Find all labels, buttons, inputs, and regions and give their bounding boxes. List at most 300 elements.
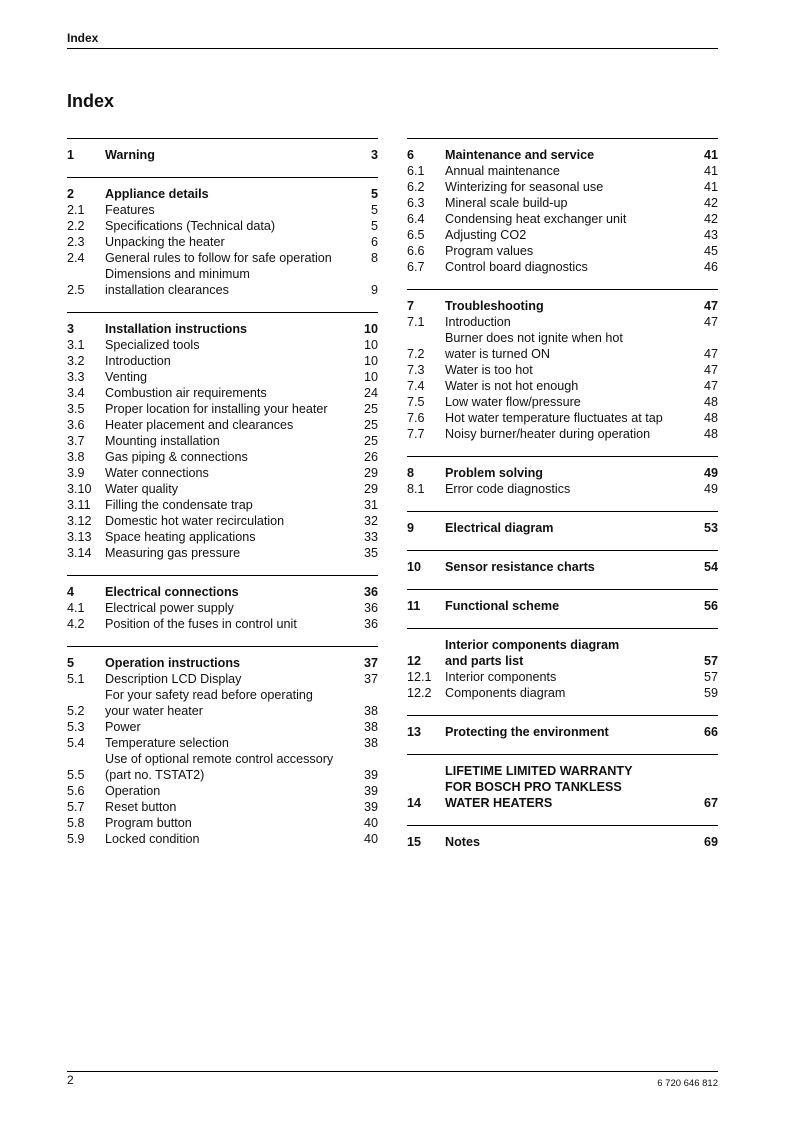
index-section-heading[interactable] [67, 655, 378, 671]
entry-page-number: 25 [363, 402, 378, 416]
entry-number: 7.3 [407, 363, 425, 377]
entry-page-number: 29 [363, 482, 378, 496]
entry-title-line: Appliance details [105, 187, 209, 201]
entry-title-line: Low water flow/pressure [445, 395, 581, 409]
entry-page-number: 36 [363, 617, 378, 631]
entry-title [445, 298, 690, 314]
index-subsection-entry[interactable] [407, 394, 718, 410]
entry-number: 5.6 [67, 784, 85, 798]
page-number: 2 [67, 1073, 74, 1087]
entry-title-line: Warning [105, 148, 155, 162]
index-subsection-entry[interactable] [67, 481, 378, 497]
entry-title-line: Use of optional remote control accessory [105, 752, 334, 766]
index-subsection-entry[interactable] [67, 545, 378, 561]
entry-title-line: Electrical connections [105, 585, 239, 599]
entry-number: 6.2 [407, 180, 425, 194]
entry-number: 7 [407, 299, 415, 313]
entry-page-number: 47 [703, 299, 718, 313]
entry-page-number: 5 [370, 187, 378, 201]
index-section-heading[interactable] [67, 147, 378, 163]
index-section-heading[interactable] [407, 465, 718, 481]
index-section [407, 715, 718, 754]
entry-title-line: WATER HEATERS [445, 796, 553, 810]
entry-title-line: Hot water temperature fluctuates at tap [445, 411, 663, 425]
entry-title [105, 497, 350, 513]
entry-title-line: Installation instructions [105, 322, 248, 336]
entry-number: 6.4 [407, 212, 425, 226]
index-subsection-entry[interactable] [67, 831, 378, 847]
entry-page-number: 38 [363, 704, 378, 718]
entry-title [445, 378, 690, 394]
entry-title [445, 314, 690, 330]
entry-number: 3.5 [67, 402, 85, 416]
entry-page-number: 46 [703, 260, 718, 274]
index-section-heading[interactable] [407, 834, 718, 850]
entry-page-number: 40 [363, 816, 378, 830]
entry-title [105, 783, 350, 799]
entry-title-line: Operation [105, 784, 161, 798]
entry-page-number: 38 [363, 720, 378, 734]
entry-page-number: 47 [703, 347, 718, 361]
entry-title [445, 520, 690, 536]
index-section-heading[interactable] [67, 321, 378, 337]
entry-page-number: 32 [363, 514, 378, 528]
entry-title-line: Electrical power supply [105, 601, 234, 615]
entry-page-number: 42 [703, 196, 718, 210]
entry-title-line: installation clearances [105, 283, 229, 297]
index-section-heading[interactable] [407, 520, 718, 536]
entry-number: 4.1 [67, 601, 85, 615]
entry-number: 12 [407, 654, 422, 668]
entry-number: 3.2 [67, 354, 85, 368]
entry-title-line: Introduction [105, 354, 171, 368]
entry-title-line: Program button [105, 816, 192, 830]
entry-title [105, 616, 350, 632]
index-subsection-entry[interactable] [407, 211, 718, 227]
entry-title [445, 763, 690, 811]
index-subsection-entry[interactable] [67, 616, 378, 632]
entry-page-number: 56 [703, 599, 718, 613]
entry-number: 2.1 [67, 203, 85, 217]
entry-page-number: 24 [363, 386, 378, 400]
entry-number: 6.5 [407, 228, 425, 242]
entry-number: 7.6 [407, 411, 425, 425]
index-column-right [407, 138, 718, 864]
entry-title-line: Water is not hot enough [445, 379, 579, 393]
index-section-heading[interactable] [407, 637, 718, 669]
entry-title [105, 655, 350, 671]
entry-title [445, 685, 690, 701]
entry-number: 3.6 [67, 418, 85, 432]
index-subsection-entry[interactable] [407, 410, 718, 426]
entry-title [105, 799, 350, 815]
entry-number: 11 [407, 599, 421, 613]
entry-title-line: Burner does not ignite when hot [445, 331, 623, 345]
entry-title-line: Position of the fuses in control unit [105, 617, 297, 631]
entry-page-number: 39 [363, 768, 378, 782]
entry-title-line: your water heater [105, 704, 204, 718]
entry-title-line: Measuring gas pressure [105, 546, 241, 560]
entry-number: 3.4 [67, 386, 85, 400]
entry-title-line: water is turned ON [445, 347, 550, 361]
entry-title-line: Components diagram [445, 686, 566, 700]
entry-title-line: Adjusting CO2 [445, 228, 527, 242]
entry-title-line: Reset button [105, 800, 177, 814]
entry-title [105, 385, 350, 401]
entry-title-line: (part no. TSTAT2) [105, 768, 205, 782]
index-subsection-entry[interactable] [67, 465, 378, 481]
entry-page-number: 29 [363, 466, 378, 480]
entry-page-number: 54 [703, 560, 718, 574]
index-subsection-entry[interactable] [407, 426, 718, 442]
entry-title-line: Noisy burner/heater during operation [445, 427, 651, 441]
entry-page-number: 36 [363, 585, 378, 599]
entry-page-number: 26 [363, 450, 378, 464]
entry-title [445, 394, 690, 410]
entry-title-line: Domestic hot water recirculation [105, 514, 285, 528]
entry-title-line: Introduction [445, 315, 511, 329]
index-subsection-entry[interactable] [67, 600, 378, 616]
index-section-heading[interactable] [407, 598, 718, 614]
index-subsection-entry[interactable] [67, 719, 378, 735]
entry-number: 8.1 [407, 482, 425, 496]
index-section [407, 138, 718, 289]
entry-title [105, 353, 350, 369]
entry-title-line: Features [105, 203, 155, 217]
entry-title-line: Power [105, 720, 141, 734]
entry-page-number: 45 [703, 244, 718, 258]
index-subsection-entry[interactable] [407, 362, 718, 378]
entry-page-number: 9 [370, 283, 378, 297]
entry-page-number: 36 [363, 601, 378, 615]
index-section [67, 312, 378, 575]
entry-page-number: 10 [363, 370, 378, 384]
entry-page-number: 25 [363, 418, 378, 432]
index-subsection-entry[interactable] [67, 815, 378, 831]
index-section [407, 289, 718, 456]
index-subsection-entry[interactable] [67, 337, 378, 353]
index-subsection-entry[interactable] [67, 353, 378, 369]
entry-title [105, 369, 350, 385]
index-subsection-entry[interactable] [67, 529, 378, 545]
entry-page-number: 37 [363, 656, 378, 670]
entry-title-line: Electrical diagram [445, 521, 554, 535]
entry-page-number: 38 [363, 736, 378, 750]
entry-page-number: 5 [370, 203, 378, 217]
document-number: 6 720 646 812 [657, 1078, 718, 1089]
entry-title [105, 735, 350, 751]
index-subsection-entry[interactable] [407, 378, 718, 394]
entry-number: 5.3 [67, 720, 85, 734]
entry-number: 4 [67, 585, 75, 599]
entry-title-line: Filling the condensate trap [105, 498, 253, 512]
entry-title [105, 417, 350, 433]
entry-title [105, 545, 350, 561]
entry-number: 3 [67, 322, 75, 336]
entry-title-line: Program values [445, 244, 534, 258]
entry-title-line: Locked condition [105, 832, 200, 846]
index-section [67, 575, 378, 646]
entry-title [445, 465, 690, 481]
entry-number: 5.5 [67, 768, 85, 782]
index-subsection-entry[interactable] [407, 314, 718, 330]
entry-title-line: Mounting installation [105, 434, 220, 448]
entry-page-number: 53 [703, 521, 718, 535]
entry-number: 6.1 [407, 164, 425, 178]
entry-number: 3.13 [67, 530, 92, 544]
index-section [407, 628, 718, 715]
entry-page-number: 57 [703, 654, 718, 668]
entry-title [105, 250, 350, 266]
entry-number: 2.4 [67, 251, 85, 265]
entry-title [445, 179, 690, 195]
entry-number: 5.4 [67, 736, 85, 750]
entry-title [445, 243, 690, 259]
index-subsection-entry[interactable] [407, 330, 718, 362]
index-section [407, 550, 718, 589]
entry-title [105, 671, 350, 687]
index-subsection-entry[interactable] [407, 481, 718, 497]
entry-title-line: Description LCD Display [105, 672, 242, 686]
index-section [67, 177, 378, 312]
entry-page-number: 31 [363, 498, 378, 512]
index-subsection-entry[interactable] [407, 227, 718, 243]
index-subsection-entry[interactable] [407, 243, 718, 259]
entry-title [445, 227, 690, 243]
entry-title [105, 584, 350, 600]
index-subsection-entry[interactable] [67, 401, 378, 417]
entry-number: 5.1 [67, 672, 85, 686]
index-section-heading[interactable] [67, 584, 378, 600]
page-title: Index [67, 91, 115, 111]
entry-title [445, 362, 690, 378]
index-subsection-entry[interactable] [67, 799, 378, 815]
entry-title-line: Mineral scale build-up [445, 196, 568, 210]
entry-number: 5 [67, 656, 75, 670]
entry-number: 7.2 [407, 347, 425, 361]
index-section [407, 589, 718, 628]
entry-number: 6.3 [407, 196, 425, 210]
entry-title [105, 401, 350, 417]
entry-number: 3.7 [67, 434, 85, 448]
entry-number: 12.2 [407, 686, 432, 700]
entry-page-number: 40 [363, 832, 378, 846]
entry-number: 2.5 [67, 283, 85, 297]
entry-title [105, 266, 350, 298]
index-subsection-entry[interactable] [67, 250, 378, 266]
entry-page-number: 35 [363, 546, 378, 560]
entry-number: 6.6 [407, 244, 425, 258]
entry-number: 15 [407, 835, 422, 849]
entry-page-number: 39 [363, 800, 378, 814]
entry-title [445, 481, 690, 497]
entry-title-line: Maintenance and service [445, 148, 595, 162]
entry-title-line: Condensing heat exchanger unit [445, 212, 627, 226]
entry-page-number: 42 [703, 212, 718, 226]
entry-title [105, 481, 350, 497]
entry-title [445, 330, 690, 362]
entry-number: 3.11 [67, 498, 91, 512]
index-section [407, 511, 718, 550]
entry-title-line: Problem solving [445, 466, 543, 480]
entry-title [445, 669, 690, 685]
entry-number: 3.3 [67, 370, 85, 384]
entry-title-line: Water connections [105, 466, 209, 480]
entry-title [105, 600, 350, 616]
entry-title-line: Temperature selection [105, 736, 229, 750]
entry-title [105, 687, 350, 719]
footer-rule [67, 1071, 718, 1072]
entry-title-line: Specifications (Technical data) [105, 219, 276, 233]
index-section-heading[interactable] [67, 186, 378, 202]
index-subsection-entry[interactable] [67, 266, 378, 298]
entry-title-line: Space heating applications [105, 530, 256, 544]
entry-page-number: 10 [363, 354, 378, 368]
entry-number: 5.2 [67, 704, 85, 718]
entry-number: 7.4 [407, 379, 425, 393]
entry-page-number: 47 [703, 379, 718, 393]
entry-page-number: 25 [363, 434, 378, 448]
entry-number: 3.14 [67, 546, 92, 560]
entry-page-number: 66 [703, 725, 718, 739]
entry-number: 3.1 [67, 338, 85, 352]
entry-page-number: 6 [370, 235, 378, 249]
entry-title-line: Interior components diagram [445, 638, 620, 652]
entry-number: 2.3 [67, 235, 85, 249]
entry-page-number: 39 [363, 784, 378, 798]
entry-title-line: Water is too hot [445, 363, 533, 377]
entry-number: 10 [407, 560, 422, 574]
entry-page-number: 69 [703, 835, 718, 849]
entry-number: 3.8 [67, 450, 85, 464]
index-subsection-entry[interactable] [67, 671, 378, 687]
entry-page-number: 41 [703, 180, 718, 194]
index-section-heading[interactable] [407, 147, 718, 163]
entry-page-number: 3 [370, 148, 378, 162]
entry-page-number: 5 [370, 219, 378, 233]
index-subsection-entry[interactable] [67, 497, 378, 513]
entry-page-number: 67 [703, 796, 718, 810]
entry-title [105, 513, 350, 529]
entry-title [105, 815, 350, 831]
entry-number: 8 [407, 466, 415, 480]
entry-number: 2 [67, 187, 75, 201]
entry-page-number: 49 [703, 466, 718, 480]
index-subsection-entry[interactable] [407, 163, 718, 179]
entry-number: 9 [407, 521, 415, 535]
entry-title-line: FOR BOSCH PRO TANKLESS [445, 780, 622, 794]
entry-title-line: and parts list [445, 654, 524, 668]
index-section-heading[interactable] [407, 763, 718, 811]
index-subsection-entry[interactable] [67, 385, 378, 401]
index-subsection-entry[interactable] [407, 179, 718, 195]
entry-title [445, 211, 690, 227]
index-section [67, 646, 378, 861]
index-section [407, 825, 718, 864]
index-column-left [67, 138, 378, 861]
entry-title-line: Notes [445, 835, 480, 849]
header-rule [67, 48, 718, 49]
index-subsection-entry[interactable] [67, 735, 378, 751]
index-section-heading[interactable] [407, 559, 718, 575]
entry-title [105, 218, 350, 234]
entry-page-number: 49 [703, 482, 718, 496]
entry-title-line: Control board diagnostics [445, 260, 588, 274]
entry-page-number: 59 [703, 686, 718, 700]
entry-title-line: Specialized tools [105, 338, 200, 352]
entry-title [445, 426, 690, 442]
entry-title-line: Combustion air requirements [105, 386, 267, 400]
entry-title-line: Error code diagnostics [445, 482, 571, 496]
entry-number: 6 [407, 148, 415, 162]
entry-title-line: Proper location for installing your heater [105, 402, 328, 416]
index-subsection-entry[interactable] [67, 783, 378, 799]
index-subsection-entry[interactable] [67, 202, 378, 218]
index-section [407, 456, 718, 511]
entry-title [105, 831, 350, 847]
entry-number: 7.1 [407, 315, 425, 329]
index-section-heading[interactable] [407, 724, 718, 740]
index-subsection-entry[interactable] [67, 751, 378, 783]
index-subsection-entry[interactable] [67, 234, 378, 250]
entry-number: 12.1 [407, 670, 432, 684]
entry-title-line: Gas piping & connections [105, 450, 248, 464]
entry-title [105, 321, 350, 337]
entry-title [445, 259, 690, 275]
entry-page-number: 41 [703, 164, 718, 178]
index-subsection-entry[interactable] [407, 685, 718, 701]
index-subsection-entry[interactable] [67, 449, 378, 465]
entry-title-line: General rules to follow for safe operation [105, 251, 332, 265]
entry-page-number: 10 [363, 338, 378, 352]
entry-title [105, 449, 350, 465]
entry-title [105, 147, 350, 163]
index-subsection-entry[interactable] [67, 513, 378, 529]
entry-number: 5.7 [67, 800, 85, 814]
index-subsection-entry[interactable] [407, 669, 718, 685]
index-subsection-entry[interactable] [67, 433, 378, 449]
entry-title-line: Annual maintenance [445, 164, 560, 178]
entry-title [105, 465, 350, 481]
entry-page-number: 43 [703, 228, 718, 242]
entry-title [105, 751, 350, 783]
index-section-heading[interactable] [407, 298, 718, 314]
entry-number: 3.9 [67, 466, 85, 480]
entry-page-number: 8 [370, 251, 378, 265]
index-subsection-entry[interactable] [67, 218, 378, 234]
entry-page-number: 47 [703, 315, 718, 329]
index-subsection-entry[interactable] [407, 259, 718, 275]
index-subsection-entry[interactable] [407, 195, 718, 211]
index-subsection-entry[interactable] [67, 369, 378, 385]
entry-title [445, 163, 690, 179]
entry-number: 7.7 [407, 427, 425, 441]
entry-number: 13 [407, 725, 422, 739]
index-subsection-entry[interactable] [67, 417, 378, 433]
entry-title-line: Functional scheme [445, 599, 560, 613]
entry-number: 3.12 [67, 514, 92, 528]
entry-title [445, 724, 690, 740]
entry-title [445, 410, 690, 426]
entry-page-number: 41 [703, 148, 718, 162]
entry-title-line: Sensor resistance charts [445, 560, 595, 574]
entry-page-number: 37 [363, 672, 378, 686]
entry-title [105, 433, 350, 449]
entry-title-line: Protecting the environment [445, 725, 609, 739]
entry-title [445, 147, 690, 163]
entry-number: 2.2 [67, 219, 85, 233]
index-subsection-entry[interactable] [67, 687, 378, 719]
